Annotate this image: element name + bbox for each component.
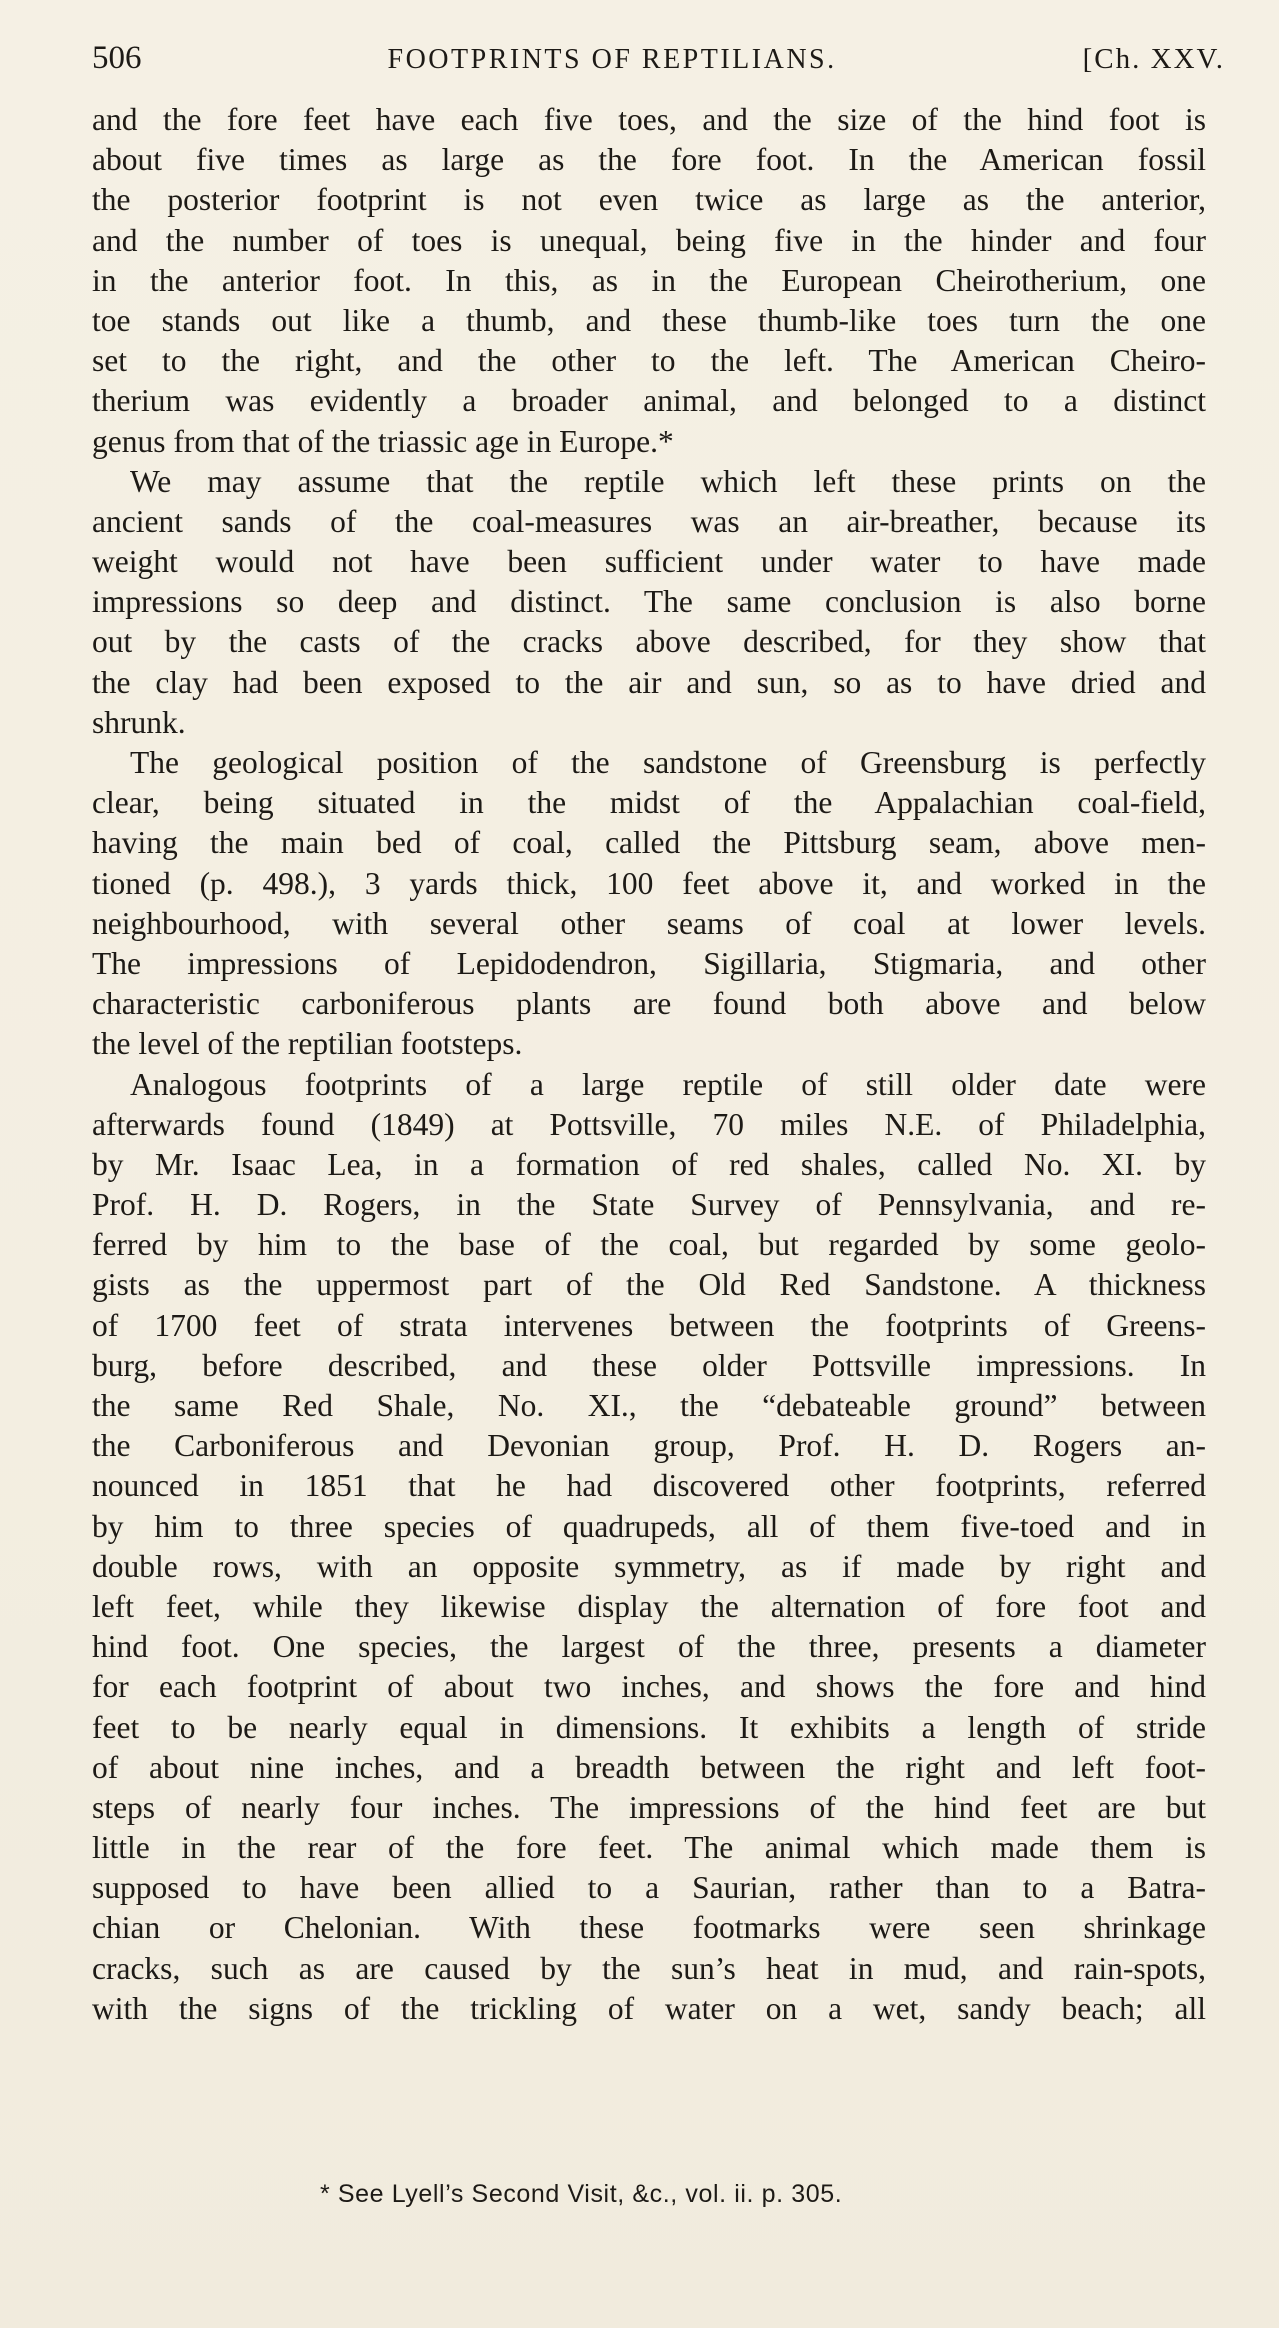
- text-line: set to the right, and the other to the left. The American Cheiro-: [92, 343, 1206, 379]
- text-line: left feet, while they likewise display the alternation of fore foot and: [92, 1588, 1206, 1624]
- text-line: little in the rear of the fore feet. The animal which made them is: [92, 1830, 1206, 1866]
- text-line: the same Red Shale, No. XI., the “debateable ground” between: [92, 1388, 1206, 1423]
- text-line: for each footprint of about two inches, and shows the fore and hind: [92, 1669, 1206, 1705]
- text-line: The geological position of the sandstone of Greensburg is perfectly: [130, 745, 1206, 780]
- page-number: 506: [92, 40, 142, 76]
- text-line: Analogous footprints of a large reptile of still older date were: [130, 1066, 1206, 1102]
- text-line: clear, being situated in the midst of the Appalachian coal-field,: [92, 785, 1206, 821]
- text-line: nounced in 1851 that he had discovered other footprints, referred: [92, 1468, 1206, 1504]
- text-line: the clay had been exposed to the air and sun, so as to have dried and: [92, 664, 1206, 700]
- text-line: the level of the reptilian footsteps.: [92, 1026, 523, 1062]
- text-line: by him to three species of quadrupeds, all of them five-toed and in: [92, 1508, 1206, 1544]
- footnote: * See Lyell’s Second Visit, &c., vol. ii. p. 305.: [320, 2180, 843, 2208]
- text-line: cracks, such as are caused by the sun’s heat in mud, and rain-spots,: [92, 1950, 1206, 1986]
- text-line: impressions so deep and distinct. The same conclusion is also borne: [92, 584, 1206, 620]
- text-line: The impressions of Lepidodendron, Sigillaria, Stigmaria, and other: [92, 945, 1206, 981]
- text-line: double rows, with an opposite symmetry, as if made by right and: [92, 1548, 1206, 1584]
- text-line: about five times as large as the fore foot. In the American fossil: [92, 142, 1206, 178]
- text-line: and the number of toes is unequal, being five in the hinder and four: [92, 222, 1206, 258]
- text-line: in the anterior foot. In this, as in the European Cheirotherium, one: [92, 262, 1206, 298]
- text-line: ferred by him to the base of the coal, but regarded by some geolo-: [92, 1227, 1206, 1263]
- text-line: tioned (p. 498.), 3 yards thick, 100 feet above it, and worked in the: [92, 865, 1206, 901]
- text-line: burg, before described, and these older Pottsville impressions. In: [92, 1347, 1206, 1383]
- text-line: genus from that of the triassic age in Europe.*: [92, 423, 674, 459]
- running-title: FOOTPRINTS OF REPTILIANS.: [387, 44, 837, 75]
- text-line: by Mr. Isaac Lea, in a formation of red shales, called No. XI. by: [92, 1146, 1206, 1182]
- text-line: characteristic carboniferous plants are found both above and below: [92, 986, 1206, 1022]
- text-line: toe stands out like a thumb, and these thumb-like toes turn the one: [92, 302, 1206, 338]
- text-line: therium was evidently a broader animal, and belonged to a distinct: [92, 383, 1206, 419]
- text-line: neighbourhood, with several other seams of coal at lower levels.: [92, 905, 1206, 941]
- text-line: gists as the uppermost part of the Old Red Sandstone. A thickness: [92, 1267, 1206, 1303]
- text-line: hind foot. One species, the largest of the three, presents a diameter: [92, 1629, 1206, 1665]
- text-line: having the main bed of coal, called the Pittsburg seam, above men-: [92, 825, 1206, 861]
- text-line: shrunk.: [92, 704, 186, 740]
- text-line: out by the casts of the cracks above described, for they show that: [92, 624, 1206, 660]
- text-line: feet to be nearly equal in dimensions. It exhibits a length of stride: [92, 1709, 1206, 1745]
- text-line: steps of nearly four inches. The impressions of the hind feet are but: [92, 1789, 1206, 1825]
- body-text: [92, 100, 1206, 2029]
- text-line: the posterior footprint is not even twice as large as the anterior,: [92, 182, 1206, 218]
- text-line: the Carboniferous and Devonian group, Prof. H. D. Rogers an-: [92, 1428, 1206, 1464]
- text-line: of about nine inches, and a breadth between the right and left foot-: [92, 1749, 1206, 1785]
- text-line: afterwards found (1849) at Pottsville, 70 miles N.E. of Philadelphia,: [92, 1106, 1206, 1142]
- text-line: Prof. H. D. Rogers, in the State Survey of Pennsylvania, and re-: [92, 1187, 1206, 1223]
- text-line: ancient sands of the coal-measures was an air-breather, because its: [92, 503, 1206, 539]
- running-head: [92, 40, 1225, 90]
- text-line: supposed to have been allied to a Saurian, rather than to a Batra-: [92, 1870, 1206, 1906]
- text-line: chian or Chelonian. With these footmarks were seen shrinkage: [92, 1910, 1206, 1946]
- text-line: of 1700 feet of strata intervenes between the footprints of Greens-: [92, 1307, 1206, 1343]
- chapter-reference: [Ch. XXV.: [1082, 43, 1225, 75]
- text-line: weight would not have been sufficient under water to have made: [92, 544, 1206, 580]
- text-line: We may assume that the reptile which left these prints on the: [130, 463, 1206, 499]
- text-line: with the signs of the trickling of water on a wet, sandy beach; all: [92, 1990, 1206, 2026]
- text-line: and the fore feet have each five toes, and the size of the hind foot is: [92, 102, 1206, 137]
